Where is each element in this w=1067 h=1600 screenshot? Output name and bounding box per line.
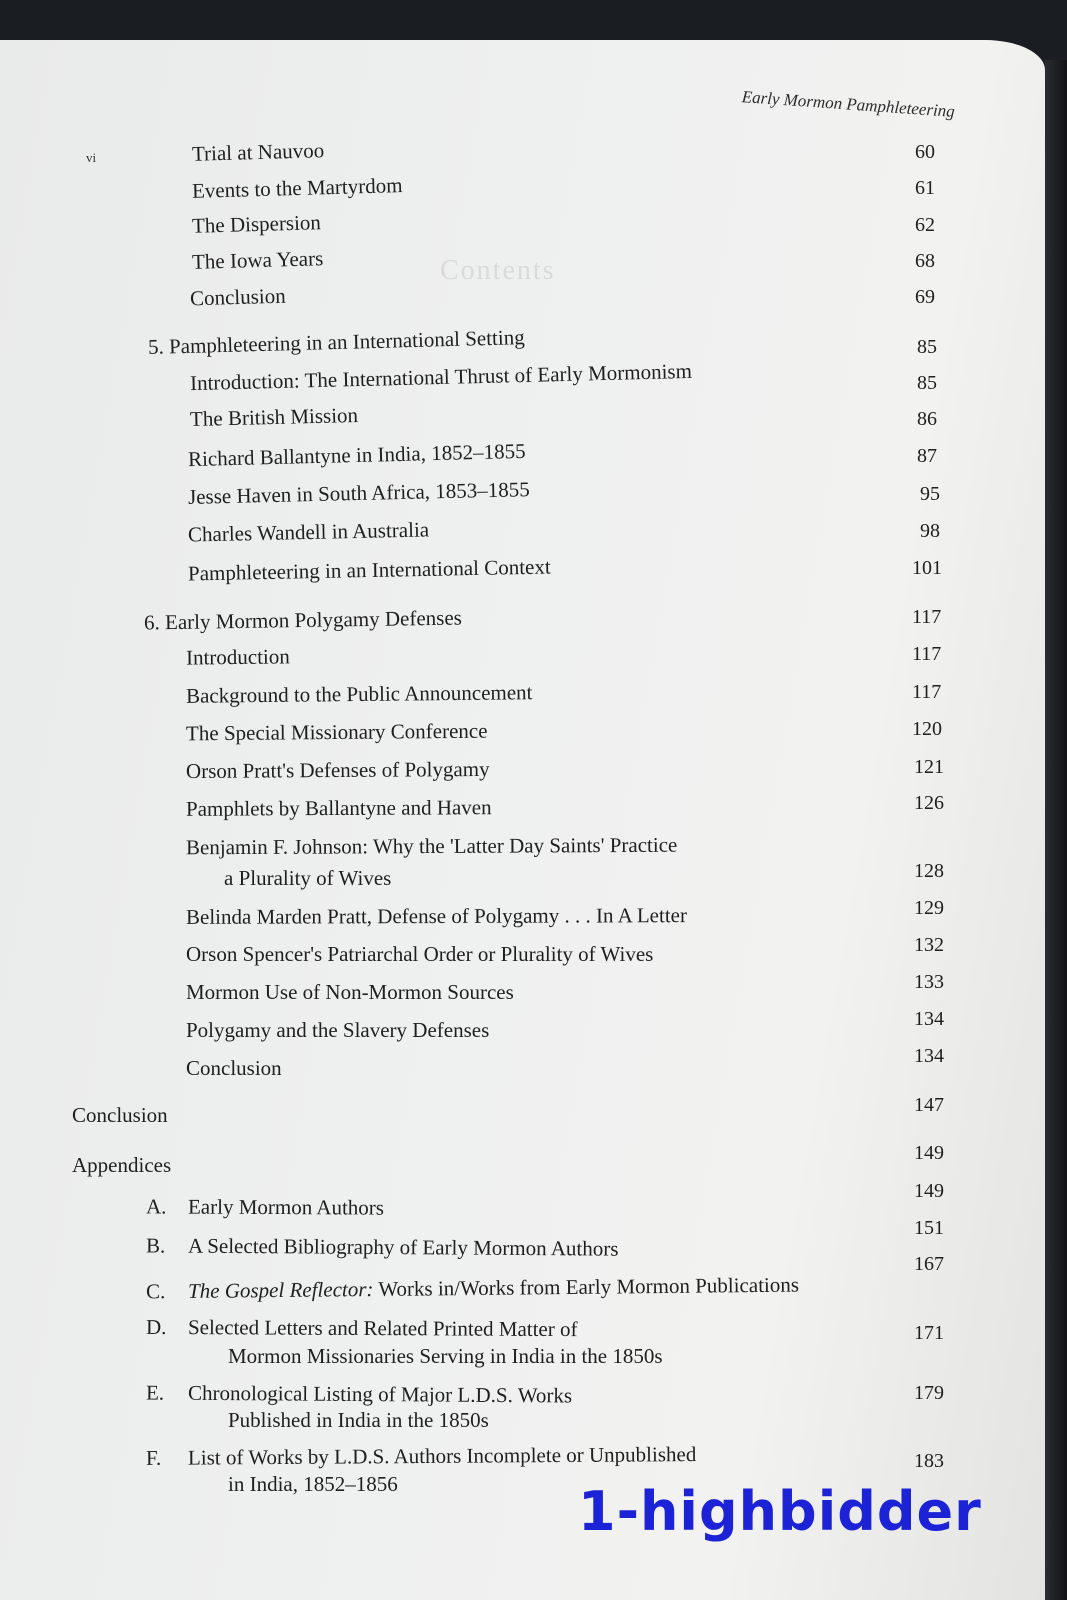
toc-page-number: 179 <box>914 1382 944 1404</box>
toc-page-number: 134 <box>914 1045 944 1067</box>
toc-page-number: 134 <box>914 1008 944 1030</box>
running-head: Early Mormon Pamphleteering <box>740 87 955 121</box>
toc-entry: Pamphlets by Ballantyne and Haven <box>185 795 492 821</box>
book-edge <box>1045 60 1067 1600</box>
toc-entry: The Special Missionary Conference <box>185 718 488 746</box>
toc-entry: Benjamin F. Johnson: Why the 'Latter Day Saints' Practice <box>185 832 678 860</box>
toc-entry: Orson Pratt's Defenses of Polygamy <box>185 756 490 784</box>
appendix-entry: B. A Selected Bibliography of Early Mormon Authors <box>145 1233 619 1261</box>
appendix-entry: E. Chronological Listing of Major L.D.S. Works <box>145 1380 573 1408</box>
toc-page-number: 87 <box>917 445 937 467</box>
toc-entry: Events to the Martyrdom <box>191 173 403 203</box>
toc-page-number: 171 <box>914 1322 944 1344</box>
toc-entry: The British Mission <box>189 402 359 432</box>
toc-page-number: 95 <box>920 483 940 505</box>
toc-page-number: 183 <box>914 1450 944 1472</box>
toc-entry-continuation: a Plurality of Wives <box>224 866 392 890</box>
toc-page-number: 117 <box>912 643 942 665</box>
toc-page-number: 149 <box>914 1180 944 1202</box>
toc-page-number: 86 <box>917 408 937 430</box>
toc-page-number: 69 <box>915 286 935 308</box>
toc-page-number: 149 <box>914 1142 944 1164</box>
toc-entry: Introduction: The International Thrust of Early Mormonism <box>189 358 693 396</box>
appendix-entry-continuation: Mormon Missionaries Serving in India in the 1850s <box>228 1344 663 1368</box>
appendix-entry: A. Early Mormon Authors <box>145 1194 385 1220</box>
toc-entry: Mormon Use of Non-Mormon Sources <box>186 980 514 1004</box>
toc-entry: The Iowa Years <box>191 246 324 274</box>
page-folio: vi <box>86 150 97 165</box>
toc-entry: Conclusion <box>186 1056 282 1080</box>
toc-page-number: 117 <box>912 681 942 703</box>
appendix-entry-continuation: in India, 1852–1856 <box>228 1472 398 1496</box>
toc-entry: The Dispersion <box>191 210 322 238</box>
toc-page-number: 151 <box>914 1217 944 1239</box>
toc-entry: Background to the Public Announcement <box>185 680 533 708</box>
toc-entry: Belinda Marden Pratt, Defense of Polygamy . . . In A Letter <box>185 903 688 929</box>
toc-page-number: 132 <box>914 934 944 956</box>
toc-entry: Orson Spencer's Patriarchal Order or Plurality of Wives <box>186 942 654 966</box>
toc-page-number: 121 <box>914 756 944 778</box>
appendix-entry-continuation: Published in India in the 1850s <box>228 1408 489 1432</box>
toc-entry: Charles Wandell in Australia <box>187 517 430 547</box>
toc-section: Appendices <box>72 1153 172 1177</box>
toc-section: Conclusion <box>72 1103 168 1127</box>
toc-page-number: 61 <box>915 177 935 199</box>
toc-page-number: 117 <box>912 606 942 628</box>
toc-page-number: 85 <box>917 372 937 394</box>
toc-page-number: 147 <box>914 1094 944 1116</box>
toc-page-number: 128 <box>914 860 944 882</box>
toc-page-number: 167 <box>914 1253 944 1275</box>
toc-entry: Introduction <box>185 644 290 670</box>
toc-chapter: 5. Pamphleteering in an International Setting <box>147 325 525 359</box>
toc-entry: Conclusion <box>189 283 286 311</box>
toc-page-number: 85 <box>917 336 937 358</box>
book-page <box>0 40 1045 1600</box>
toc-page-number: 98 <box>920 520 940 542</box>
toc-chapter: 6. Early Mormon Polygamy Defenses <box>143 605 463 635</box>
appendix-entry: F. List of Works by L.D.S. Authors Incomplete or Unpublished <box>145 1442 697 1470</box>
toc-page-number: 68 <box>915 250 935 272</box>
toc-page-number: 129 <box>914 897 944 919</box>
appendix-entry: D. Selected Letters and Related Printed Matter of <box>145 1314 578 1342</box>
toc-entry: Pamphleteering in an International Context <box>187 554 551 586</box>
toc-entry: Jesse Haven in South Africa, 1853–1855 <box>187 477 531 509</box>
table-of-contents <box>0 40 1045 1600</box>
toc-page-number: 60 <box>915 141 935 163</box>
seller-watermark: 1-highbidder <box>578 1480 982 1543</box>
toc-entry: Polygamy and the Slavery Defenses <box>186 1018 490 1042</box>
toc-page-number: 133 <box>914 971 944 993</box>
toc-page-number: 62 <box>915 214 935 236</box>
toc-entry: Richard Ballantyne in India, 1852–1855 <box>187 438 526 472</box>
toc-entry: Trial at Nauvoo <box>191 138 325 166</box>
toc-page-number: 120 <box>912 718 942 740</box>
toc-page-number: 101 <box>912 557 942 579</box>
bleed-through-title: Contents <box>440 255 556 286</box>
appendix-entry: C. The Gospel Reflector: Works in/Works from Early Mormon Publications <box>145 1272 800 1304</box>
toc-page-number: 126 <box>914 792 944 814</box>
